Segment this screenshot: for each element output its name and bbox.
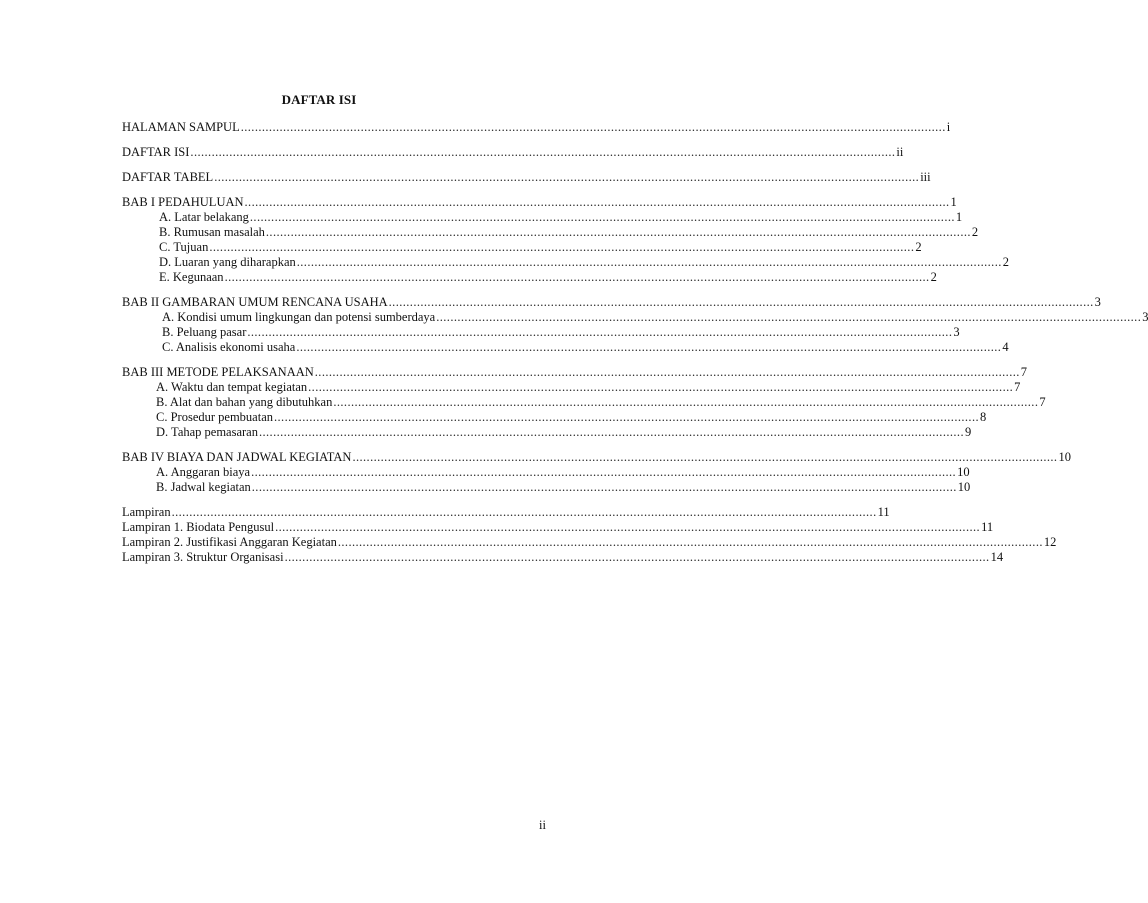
toc-entry-lampiran (122, 505, 890, 520)
toc-entry-lampiran-3 (122, 550, 1004, 565)
leader-dots: ........................................................................................................................................................................................................ (337, 535, 1043, 549)
toc-entry-bab-4-b (122, 480, 971, 495)
toc-entry-label: D. Luaran yang diharapkan (159, 255, 296, 269)
toc-entry-label: A. Anggaran biaya (156, 465, 251, 479)
leader-dots: ........................................................................................................................................................................................................ (249, 210, 955, 224)
toc-entry-bab-2-a (122, 310, 1148, 325)
toc-entry-bab-2 (122, 295, 1101, 310)
leader-dots: ........................................................................................................................................................................................................ (258, 425, 964, 439)
toc-entry-label: Lampiran 2. Justifikasi Anggaran Kegiatan (122, 535, 337, 549)
toc-entry-bab-1-a (122, 210, 963, 225)
toc-entry-bab-2-b (122, 325, 960, 340)
toc-entry-page: 14 (990, 550, 1004, 564)
toc-entry-label: BAB I PEDAHULUAN (122, 195, 244, 209)
leader-dots: ........................................................................................................................................................................................................ (436, 310, 1142, 324)
toc-entry-page: 7 (1020, 365, 1028, 379)
toc-entry-bab-4 (122, 450, 1071, 465)
leader-dots: ........................................................................................................................................................................................................ (244, 195, 950, 209)
table-of-contents (122, 120, 1148, 565)
toc-entry-page: 3 (1142, 310, 1148, 324)
toc-entry-bab-3 (122, 365, 1028, 380)
toc-entry-label: C. Tujuan (159, 240, 209, 254)
leader-dots: ........................................................................................................................................................................................................ (224, 270, 930, 284)
toc-entry-halaman-sampul (122, 120, 951, 135)
toc-entry-page: 2 (971, 225, 979, 239)
toc-entry-page: 1 (950, 195, 957, 209)
toc-entry-page: ii (896, 145, 904, 159)
toc-entry-bab-2-c (122, 340, 1009, 355)
toc-entry-label: BAB III METODE PELAKSANAAN (122, 365, 314, 379)
toc-entry-page: 2 (915, 240, 922, 254)
leader-dots: ........................................................................................................................................................................................................ (247, 325, 953, 339)
toc-entry-label: BAB II GAMBARAN UMUM RENCANA USAHA (122, 295, 388, 309)
toc-entry-bab-3-a (122, 380, 1021, 395)
leader-dots: ........................................................................................................................................................................................................ (308, 380, 1014, 394)
toc-entry-label: D. Tahap pemasaran (156, 425, 258, 439)
toc-entry-page: 3 (1094, 295, 1101, 309)
toc-entry-page: 10 (1058, 450, 1071, 464)
toc-entry-label: C. Analisis ekonomi usaha (162, 340, 296, 354)
leader-dots: ........................................................................................................................................................................................................ (209, 240, 915, 254)
toc-entry-page: 10 (957, 465, 970, 479)
toc-entry-bab-1-e (122, 270, 937, 285)
leader-dots: ........................................................................................................................................................................................................ (190, 145, 896, 159)
leader-dots: ........................................................................................................................................................................................................ (240, 120, 946, 134)
leader-dots: ........................................................................................................................................................................................................ (251, 465, 957, 479)
toc-entry-page: 7 (1039, 395, 1046, 409)
leader-dots: ........................................................................................................................................................................................................ (171, 505, 877, 519)
leader-dots: ........................................................................................................................................................................................................ (388, 295, 1094, 309)
toc-entry-bab-1-b (122, 225, 979, 240)
leader-dots: ........................................................................................................................................................................................................ (296, 340, 1002, 354)
toc-entry-page: 12 (1043, 535, 1057, 549)
toc-entry-page: 8 (980, 410, 987, 424)
leader-dots: ........................................................................................................................................................................................................ (274, 410, 979, 424)
toc-entry-page: 2 (1002, 255, 1009, 269)
toc-entry-lampiran-1 (122, 520, 994, 535)
toc-entry-label: Lampiran (122, 505, 171, 519)
toc-entry-label: E. Kegunaan (159, 270, 224, 284)
leader-dots: ........................................................................................................................................................................................................ (352, 450, 1058, 464)
toc-entry-page: 4 (1002, 340, 1009, 354)
leader-dots: ........................................................................................................................................................................................................ (296, 255, 1002, 269)
toc-entry-daftar-tabel (122, 170, 931, 185)
toc-entry-bab-3-d (122, 425, 972, 440)
toc-entry-label: B. Peluang pasar (162, 325, 247, 339)
toc-entry-bab-1-c (122, 240, 922, 255)
toc-entry-bab-1-d (122, 255, 1009, 270)
toc-entry-label: DAFTAR ISI (122, 145, 190, 159)
toc-entry-bab-1 (122, 195, 957, 210)
toc-entry-label: BAB IV BIAYA DAN JADWAL KEGIATAN (122, 450, 352, 464)
leader-dots: ........................................................................................................................................................................................................ (333, 395, 1039, 409)
toc-entry-page: 3 (953, 325, 960, 339)
leader-dots: ........................................................................................................................................................................................................ (284, 550, 990, 564)
toc-entry-label: DAFTAR TABEL (122, 170, 214, 184)
toc-entry-label: B. Jadwal kegiatan (156, 480, 251, 494)
leader-dots: ........................................................................................................................................................................................................ (265, 225, 971, 239)
toc-entry-page: 2 (930, 270, 937, 284)
toc-entry-bab-3-c (122, 410, 987, 425)
toc-entry-daftar-isi (122, 145, 904, 160)
toc-entry-page: 7 (1014, 380, 1021, 394)
toc-entry-page: 11 (877, 505, 890, 519)
toc-entry-label: HALAMAN SAMPUL (122, 120, 240, 134)
toc-entry-label: C. Prosedur pembuatan (156, 410, 273, 424)
toc-entry-bab-3-b (122, 395, 1046, 410)
page-title: DAFTAR ISI (281, 92, 357, 107)
leader-dots: ........................................................................................................................................................................................................ (275, 520, 981, 534)
toc-entry-label: B. Rumusan masalah (159, 225, 265, 239)
toc-entry-page: 10 (957, 480, 971, 494)
leader-dots: ........................................................................................................................................................................................................ (314, 365, 1020, 379)
toc-entry-lampiran-2 (122, 535, 1057, 550)
toc-entry-page: 9 (964, 425, 972, 439)
toc-entry-page: 1 (955, 210, 963, 224)
leader-dots: ........................................................................................................................................................................................................ (251, 480, 957, 494)
toc-entry-label: A. Kondisi umum lingkungan dan potensi sumberdaya (162, 310, 436, 324)
toc-entry-page: 11 (981, 520, 994, 534)
page-number: ii (539, 818, 546, 832)
toc-entry-label: Lampiran 1. Biodata Pengusul (122, 520, 275, 534)
toc-entry-label: B. Alat dan bahan yang dibutuhkan (156, 395, 333, 409)
toc-entry-label: A. Waktu dan tempat kegiatan (156, 380, 308, 394)
toc-entry-label: Lampiran 3. Struktur Organisasi (122, 550, 284, 564)
toc-entry-page: iii (920, 170, 931, 184)
toc-entry-page: i (946, 120, 951, 134)
leader-dots: ........................................................................................................................................................................................................ (214, 170, 920, 184)
toc-entry-bab-4-a (122, 465, 970, 480)
toc-entry-label: A. Latar belakang (159, 210, 249, 224)
